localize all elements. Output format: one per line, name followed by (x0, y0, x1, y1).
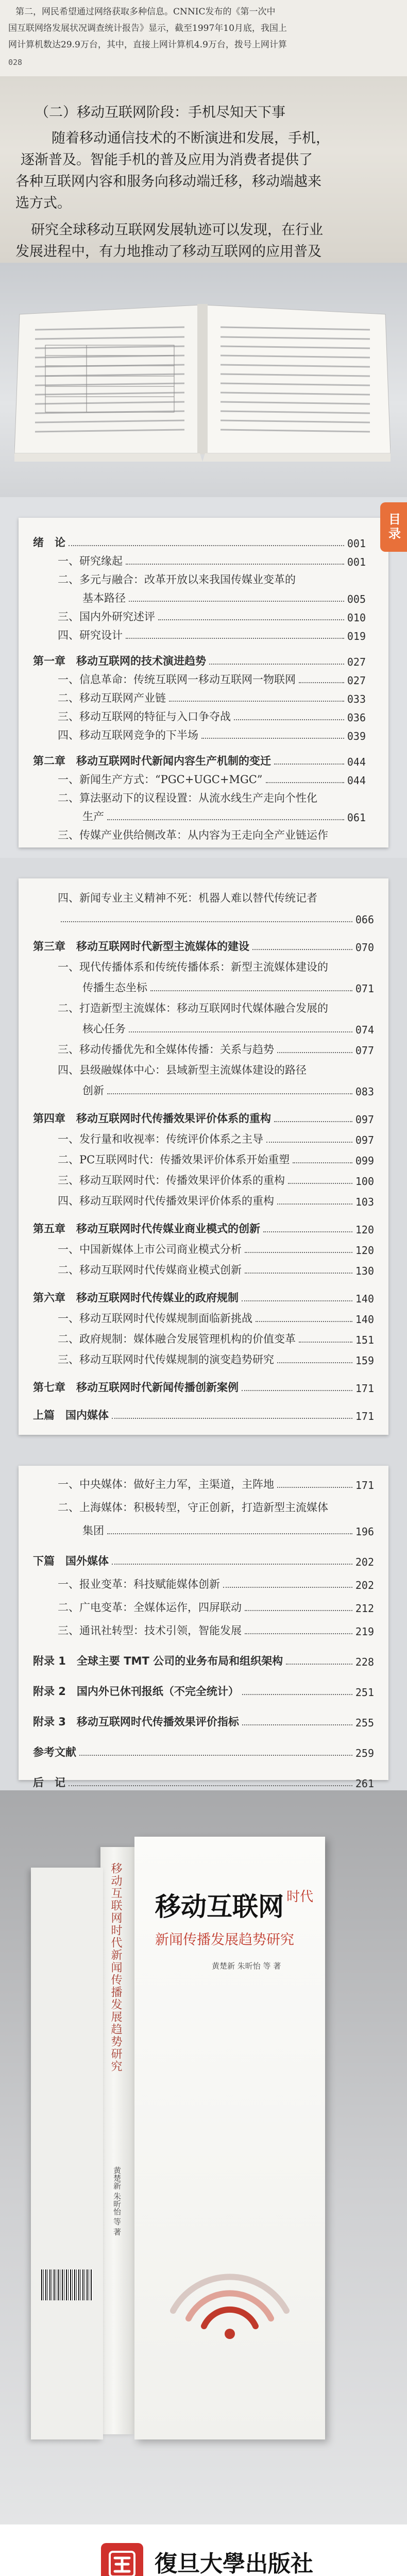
toc-page-number: 033 (347, 693, 366, 705)
book-spine (100, 1847, 134, 2434)
toc-page-number: 074 (355, 1024, 374, 1036)
toc-page-number: 001 (347, 537, 366, 550)
book-back-cover (31, 1868, 103, 2439)
toc-leader-dots (266, 1142, 352, 1143)
toc-leader-dots (201, 738, 344, 739)
toc-section-entry (33, 886, 374, 905)
toc-entry-label: 一、中国新媒体上市公司商业模式分析 (58, 1243, 242, 1256)
toc-section-entry (33, 906, 374, 926)
toc-page-number: 061 (347, 811, 366, 824)
toc-entry-label: 三、通讯社转型：技术引领，智能发展 (58, 1624, 242, 1637)
toc-leader-dots (245, 1252, 352, 1253)
toc-photo-1 (0, 497, 407, 858)
toc-page-number: 140 (355, 1293, 374, 1305)
top-page-text-2: 国互联网络发展状况调查统计报告》显示，截至1997年10月底，我国上 (8, 23, 287, 33)
book-cover-photo (0, 1790, 407, 2524)
toc-section-entry (33, 1258, 374, 1277)
toc-leader-dots (274, 764, 344, 765)
toc-entry-label: 第三章 移动互联网时代新型主流媒体的建设 (33, 940, 249, 953)
toc-chapter-entry (33, 934, 374, 954)
toc-leader-dots (61, 921, 352, 922)
toc-chapter-entry (33, 1549, 374, 1568)
toc-entry-label: 四、移动互联网竞争的下半场 (58, 729, 198, 741)
toc-entry-label: 第六章 移动互联网时代传媒业的政府规制 (33, 1292, 239, 1304)
open-book (14, 299, 391, 464)
toc-section-entry (33, 1147, 374, 1167)
toc-leader-dots (299, 682, 344, 683)
toc-list-1 (33, 530, 366, 848)
toc-entry-label: 第二章 移动互联网时代新闻内容生产机制的变迁 (33, 755, 271, 767)
toc-entry-label: 二、多元与融合：改革开放以来我国传媒业变革的 (58, 573, 296, 586)
toc-entry-label: 二、移动互联网产业链 (58, 692, 166, 704)
toc-page-number: 097 (355, 1134, 374, 1146)
toc-section-entry (33, 975, 374, 995)
toc-section-entry (33, 667, 366, 687)
toc-entry-label: 三、国内外研究述评 (58, 611, 155, 623)
toc-entry-label: 二、上海媒体：积极转型，守正创新，打造新型主流媒体 (58, 1501, 328, 1514)
toc-page-number: 044 (347, 756, 366, 768)
toc-page-1 (19, 518, 388, 848)
toc-entry-label: 四、移动互联网时代传播效果评价体系的重构 (58, 1195, 274, 1207)
toc-chapter-entry (33, 1403, 374, 1422)
toc-chapter-entry (33, 1216, 374, 1236)
spine-title: 移动互联网时代新闻传播发展趋势研究 (109, 1862, 122, 2073)
publisher-seal-logo (101, 2543, 143, 2576)
closeup-line-3: 各种互联网内容和服务向移动端迁移，移动端越来 (15, 174, 321, 190)
toc-entry-label: 三、移动互联网时代传媒规制的演变趋势研究 (58, 1353, 274, 1366)
toc-page-number: 171 (355, 1382, 374, 1395)
book-front-cover (134, 1837, 325, 2439)
toc-leader-dots (252, 949, 352, 950)
toc-section-entry (33, 1618, 374, 1638)
toc-page-number: 255 (355, 1717, 374, 1729)
toc-page-number: 070 (355, 941, 374, 954)
toc-entry-label: 二、打造新型主流媒体：移动互联网时代媒体融合发展的 (58, 1002, 328, 1014)
toc-entry-label: 下篇 国外媒体 (33, 1555, 109, 1567)
toc-section-entry (33, 804, 366, 824)
toc-page-number: 120 (355, 1224, 374, 1236)
seal-mark-icon (107, 2549, 138, 2576)
toc-page-number: 151 (355, 1334, 374, 1346)
toc-page-number: 039 (347, 730, 366, 742)
toc-section-entry (33, 1306, 374, 1326)
top-page-number: 028 (8, 58, 23, 67)
toc-leader-dots (277, 1204, 352, 1205)
toc-section-entry (33, 1572, 374, 1591)
toc-chapter-entry (33, 1106, 374, 1126)
toc-page-number: 130 (355, 1265, 374, 1277)
toc-leader-dots (169, 701, 344, 702)
wifi-signal-icon (163, 2249, 297, 2342)
toc-leader-dots (79, 1755, 352, 1756)
toc-tag (380, 502, 407, 552)
open-book-illustration (14, 299, 391, 464)
toc-entry-label: 二、移动互联网时代传媒商业模式创新 (58, 1264, 242, 1276)
toc-page-number: 019 (347, 630, 366, 642)
closeup-heading: （二）移动互联网阶段：手机尽知天下事 (35, 105, 285, 121)
toc-leader-dots (112, 1418, 352, 1419)
toc-leader-dots (242, 1694, 352, 1695)
toc-chapter-entry (33, 1679, 374, 1699)
toc-section-entry (33, 604, 366, 624)
cover-title-sup: 时代 (286, 1889, 314, 1905)
toc-entry-label: 附录 3 移动互联网时代传播效果评价指标 (33, 1716, 239, 1728)
toc-section-entry (33, 1595, 374, 1615)
toc-section-entry (33, 686, 366, 705)
toc-page-number: 077 (355, 1044, 374, 1057)
closeup-line-5: 研究全球移动互联网发展轨迹可以发现，在行业 (31, 222, 323, 238)
toc-leader-dots (129, 601, 344, 602)
toc-leader-dots (274, 1121, 352, 1122)
toc-page-number: 196 (355, 1526, 374, 1538)
toc-entry-label: 核心任务 (82, 1023, 126, 1035)
toc-entry-label: 一、移动互联网时代传媒规制面临新挑战 (58, 1312, 252, 1325)
closeup-line-2: 逐渐普及。智能手机的普及应用为消费者提供了 (21, 152, 313, 168)
toc-leader-dots (126, 564, 344, 565)
toc-leader-dots (129, 1031, 352, 1032)
toc-section-entry (33, 723, 366, 742)
toc-section-entry (33, 823, 366, 842)
toc-entry-label: 三、移动传播优先和全媒体传播：关系与趋势 (58, 1043, 274, 1056)
toc-entry-label: 集团 (82, 1524, 104, 1537)
toc-entry-label: 一、报业变革：科技赋能媒体创新 (58, 1578, 220, 1590)
top-page-text-3: 网计算机数达29.9万台，其中，直接上网计算机4.9万台，拨号上网计算 (8, 40, 287, 50)
toc-section-entry (33, 1347, 374, 1367)
toc-page-number: 036 (347, 711, 366, 724)
toc-leader-dots (158, 619, 344, 620)
book-page-photo-top (0, 0, 407, 76)
toc-page-number: 027 (347, 674, 366, 687)
closeup-line-6: 发展进程中，有力地推动了移动互联网的应用普及 (15, 244, 321, 260)
toc-entry-label: 三、传媒产业供给侧改革：从内容为王走向全产业链运作 (58, 829, 328, 841)
toc-photo-2 (0, 858, 407, 1450)
toc-entry-label: 三、移动互联网时代：传播效果评价体系的重构 (58, 1174, 285, 1187)
toc-section-entry (33, 996, 374, 1015)
toc-entry-label: 第七章 移动互联网时代新闻传播创新案例 (33, 1381, 239, 1394)
toc-leader-dots (299, 1342, 352, 1343)
toc-page-number: 228 (355, 1656, 374, 1668)
toc-section-entry (33, 955, 374, 974)
toc-page-number: 159 (355, 1354, 374, 1367)
toc-leader-dots (223, 1587, 352, 1588)
toc-leader-dots (245, 1610, 352, 1611)
toc-entry-label: 传播生态坐标 (82, 981, 147, 994)
toc-list-2 (33, 886, 374, 1435)
toc-entry-label: 参考文献 (33, 1746, 76, 1758)
toc-entry-label: 附录 2 国内外已休刊报纸（不完全统计） (33, 1685, 239, 1698)
toc-entry-label: 第一章 移动互联网的技术演进趋势 (33, 655, 206, 667)
open-book-photo (0, 263, 407, 497)
toc-page-number: 044 (347, 774, 366, 787)
toc-section-entry (33, 1127, 374, 1146)
closeup-line-4: 选方式。 (15, 195, 71, 211)
toc-chapter-entry (33, 530, 366, 550)
toc-leader-dots (245, 1273, 352, 1274)
toc-section-entry (33, 1518, 374, 1538)
toc-entry-label: 一、现代传播体系和传统传播体系：新型主流媒体建设的 (58, 961, 328, 973)
toc-leader-dots (112, 1564, 352, 1565)
toc-entry-label: 二、算法驱动下的议程设置：从流水线生产走向个性化 (58, 792, 317, 804)
toc-entry-label: 绪 论 (33, 536, 65, 549)
toc-leader-dots (266, 782, 344, 783)
toc-entry-label: 生产 (82, 810, 104, 823)
toc-chapter-entry (33, 1649, 374, 1668)
toc-entry-label: 一、新闻生产方式：“PGC+UGC+MGC” (58, 773, 263, 786)
toc-leader-dots (209, 664, 344, 665)
toc-section-entry (33, 1037, 374, 1057)
cover-subtitle: 新闻传播发展趋势研究 (155, 1932, 294, 1948)
toc-leader-dots (288, 1183, 352, 1184)
toc-entry-label: 一、研究缘起 (58, 555, 123, 567)
toc-page-number: 212 (355, 1602, 374, 1615)
toc-page-number: 001 (347, 556, 366, 568)
toc-leader-dots (277, 1487, 352, 1488)
toc-leader-dots (263, 1231, 352, 1232)
toc-page-number: 027 (347, 656, 366, 668)
toc-chapter-entry (33, 649, 366, 668)
toc-section-entry (33, 1237, 374, 1257)
toc-section-entry (33, 623, 366, 642)
toc-section-entry (33, 1058, 374, 1077)
toc-chapter-entry (33, 1740, 374, 1759)
toc-entry-label: 四、研究设计 (58, 629, 123, 641)
toc-page-number: 099 (355, 1155, 374, 1167)
toc-page-number: 083 (355, 1086, 374, 1098)
toc-section-entry (33, 567, 366, 587)
toc-entry-label: 二、政府规制：媒体融合发展管理机构的价值变革 (58, 1333, 296, 1345)
toc-entry-label: 二、广电变革：全媒体运作，四屏联动 (58, 1601, 242, 1614)
toc-page-number: 251 (355, 1686, 374, 1699)
toc-leader-dots (277, 1362, 352, 1363)
closeup-line-1: 随着移动通信技术的不断演进和发展，手机， (52, 130, 330, 146)
toc-section-entry (33, 704, 366, 724)
spine-authors: 黄楚新 朱昕怡 等 著 (112, 2166, 122, 2236)
toc-tag-label: 目录 (386, 513, 401, 541)
toc-entry-label: 附录 1 全球主要 TMT 公司的业务布局和组织架构 (33, 1655, 283, 1667)
toc-photo-3 (0, 1450, 407, 1790)
toc-entry-label: 上篇 国内媒体 (33, 1409, 109, 1421)
toc-leader-dots (293, 1162, 352, 1163)
top-page-text-1: 第二，网民希望通过网络获取多种信息。CNNIC发布的《第一次中 (15, 7, 276, 17)
toc-page-number: 103 (355, 1196, 374, 1208)
toc-entry-label: 创新 (82, 1084, 104, 1097)
toc-section-entry (33, 1472, 374, 1492)
toc-chapter-entry (33, 1709, 374, 1729)
toc-page-number: 071 (355, 982, 374, 995)
toc-leader-dots (69, 545, 344, 546)
toc-page-number: 219 (355, 1625, 374, 1638)
toc-entry-label: 一、发行量和收视率：传统评价体系之主导 (58, 1133, 263, 1145)
toc-page-number: 202 (355, 1556, 374, 1568)
toc-section-entry (33, 549, 366, 568)
toc-chapter-entry (33, 1770, 374, 1790)
toc-entry-label: 四、县级融媒体中心：县域新型主流媒体建设的路径 (58, 1064, 307, 1076)
toc-leader-dots (245, 1633, 352, 1634)
toc-leader-dots (69, 1785, 352, 1786)
toc-leader-dots (256, 1321, 352, 1322)
toc-entry-label: 第四章 移动互联网时代传播效果评价体系的重构 (33, 1112, 271, 1125)
toc-page-3 (19, 1466, 388, 1790)
toc-leader-dots (107, 819, 344, 820)
toc-entry-label: 二、PC互联网时代：传播效果评价体系开始重塑 (58, 1154, 290, 1166)
toc-section-entry (33, 1327, 374, 1346)
toc-page-number: 171 (355, 1479, 374, 1492)
toc-list-3 (33, 1472, 374, 1790)
toc-leader-dots (242, 1300, 352, 1301)
toc-page-number: 261 (355, 1777, 374, 1790)
toc-leader-dots (286, 1664, 352, 1665)
publisher-footer (0, 2524, 407, 2576)
toc-page-number: 259 (355, 1747, 374, 1759)
toc-page-number: 010 (347, 612, 366, 624)
toc-section-entry (33, 1189, 374, 1208)
toc-page-number: 171 (355, 1410, 374, 1422)
toc-chapter-entry (33, 1375, 374, 1395)
toc-page-number: 202 (355, 1579, 374, 1591)
toc-page-number: 005 (347, 593, 366, 605)
toc-section-entry (33, 786, 366, 805)
toc-leader-dots (234, 719, 344, 720)
toc-leader-dots (107, 1533, 352, 1534)
toc-section-entry (33, 1078, 374, 1098)
toc-entry-label: 基本路径 (82, 592, 126, 604)
toc-leader-dots (107, 1093, 352, 1094)
barcode (41, 2269, 93, 2300)
toc-section-entry (33, 1168, 374, 1188)
toc-entry-label: 第五章 移动互联网时代传媒业商业模式的创新 (33, 1223, 260, 1235)
toc-page-number: 140 (355, 1313, 374, 1326)
toc-entry-label: 四、新闻专业主义精神不死：机器人难以替代传统记者 (58, 892, 317, 904)
toc-page-2 (19, 878, 388, 1435)
toc-section-entry (33, 767, 366, 787)
toc-entry-label: 一、信息革命：传统互联网一移动互联网一物联网 (58, 673, 296, 686)
toc-page-number: 066 (355, 913, 374, 926)
cover-authors: 黄楚新 朱昕怡 等 著 (212, 1961, 281, 1971)
toc-leader-dots (242, 1724, 352, 1725)
toc-page-number: 097 (355, 1113, 374, 1126)
toc-entry-label: 一、中央媒体：做好主力军，主渠道，主阵地 (58, 1478, 274, 1490)
toc-chapter-entry (33, 749, 366, 768)
cover-title-main: 移动互联网 (155, 1892, 284, 1922)
toc-leader-dots (126, 638, 344, 639)
toc-section-entry (33, 1016, 374, 1036)
toc-leader-dots (277, 1052, 352, 1053)
toc-page-number: 100 (355, 1175, 374, 1188)
toc-leader-dots (242, 1390, 352, 1391)
publisher-name-cn: 復旦大學出版社 (155, 2551, 313, 2576)
toc-leader-dots (150, 990, 352, 991)
book-closeup-photo (0, 76, 407, 263)
toc-page-number: 120 (355, 1244, 374, 1257)
toc-entry-label: 三、移动互联网的特征与入口争夺战 (58, 710, 231, 723)
toc-entry-label: 后 记 (33, 1776, 65, 1789)
toc-section-entry (33, 586, 366, 605)
toc-section-entry (33, 1495, 374, 1515)
toc-chapter-entry (33, 1285, 374, 1305)
